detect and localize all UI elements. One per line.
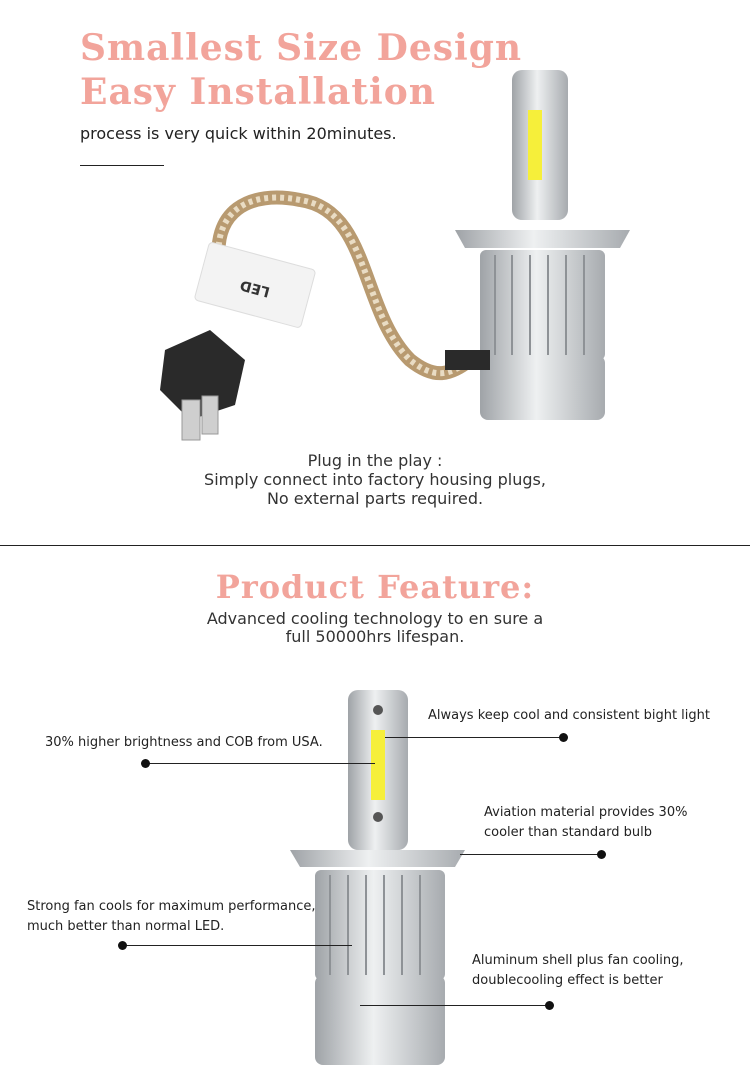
callout-fan-line1: Strong fan cools for maximum performance, (27, 899, 316, 914)
led-tag-text: LED (238, 276, 272, 300)
callout-aluminum-line (360, 1005, 550, 1006)
subtitle: process is very quick within 20minutes. (80, 124, 397, 143)
section-divider (0, 545, 750, 546)
plug-line1: Plug in the play : (307, 451, 443, 470)
callout-fan-line (122, 945, 352, 946)
plug-line2: Simply connect into factory housing plugs, (204, 470, 546, 489)
feature-title: Product Feature: (215, 568, 535, 606)
callout-cool-light: Always keep cool and consistent bight light (428, 708, 710, 723)
feature-desc-line2: full 50000hrs lifespan. (285, 627, 465, 646)
callout-aluminum-line2: doublecooling effect is better (472, 973, 663, 988)
callout-cool-light-dot (559, 733, 568, 742)
callout-aviation-line1: Aviation material provides 30% (484, 805, 688, 820)
callout-brightness: 30% higher brightness and COB from USA. (45, 735, 323, 750)
plug-line3: No external parts required. (266, 489, 484, 508)
headline-line2: Easy Installation (80, 71, 436, 113)
callout-aviation-dot (597, 850, 606, 859)
callout-brightness-line (145, 763, 375, 764)
callout-aluminum-line1: Aluminum shell plus fan cooling, (472, 953, 684, 968)
headline-line1: Smallest Size Design (80, 27, 523, 69)
callout-brightness-dot (141, 759, 150, 768)
callout-aluminum-dot (545, 1001, 554, 1010)
led-bulb-with-plug-image (150, 60, 650, 450)
feature-desc-line1: Advanced cooling technology to en sure a (206, 609, 544, 628)
callout-aviation-line (460, 854, 603, 855)
callout-cool-light-line (385, 737, 565, 738)
callout-fan-line2: much better than normal LED. (27, 919, 225, 934)
callout-fan-dot (118, 941, 127, 950)
callout-aviation-line2: cooler than standard bulb (484, 825, 652, 840)
